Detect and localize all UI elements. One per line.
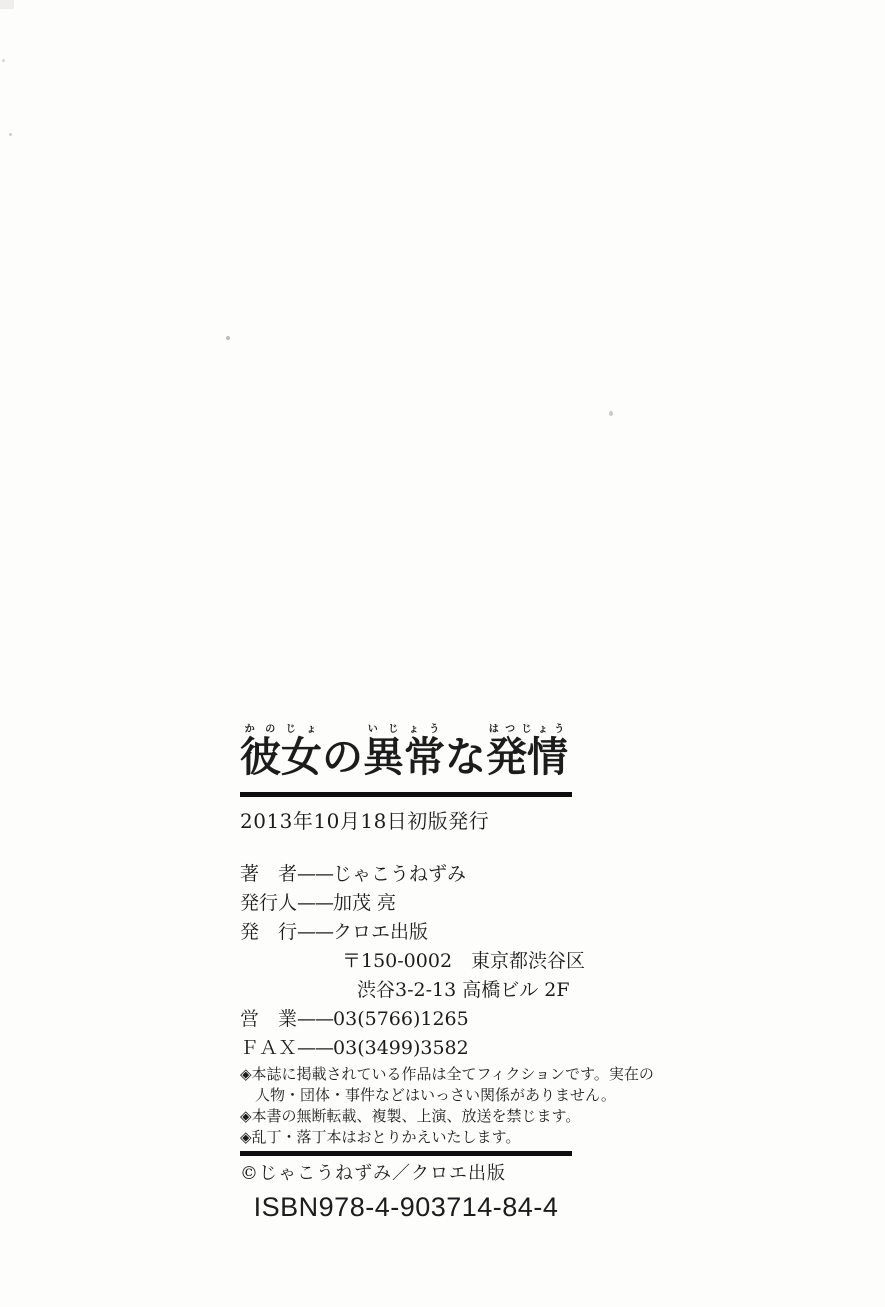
publisher-address-line-2: 渋谷3-2-13 高橋ビル 2F (357, 979, 570, 1002)
isbn-number: ISBN978-4-903714-84-4 (253, 1192, 559, 1223)
author-name: じゃこうねずみ (333, 863, 467, 886)
scan-corner-artifact (0, 0, 14, 9)
notice-defective-copies: ◈乱丁・落丁本はおとりかえいたします。 (240, 1128, 521, 1147)
colophon-block (240, 724, 654, 1223)
title-segment: な (445, 733, 486, 781)
publisher-address-line-1: 〒150-0002 東京都渋谷区 (342, 950, 586, 973)
fax-number: 03(3499)3582 (333, 1037, 469, 1060)
sales-label: 営 業 (240, 1008, 298, 1031)
notice-fiction-line-1: ◈本誌に掲載されている作品は全てフィクションです。実在の (240, 1065, 654, 1084)
publication-info (240, 860, 586, 1063)
notice-no-reproduction: ◈本書の無断転載、複製、上演、放送を禁じます。 (240, 1107, 581, 1126)
edition-date: 2013年10月18日初版発行 (240, 809, 490, 834)
dash-separator: —— (297, 892, 334, 915)
dash-separator: —— (297, 921, 334, 944)
dash-separator: —— (297, 1008, 334, 1031)
title-segment: 彼女かのじょ (240, 724, 322, 781)
bottom-divider-rule (240, 1151, 572, 1156)
author-row (240, 860, 572, 889)
furigana: いじょう (363, 724, 445, 735)
author-label: 著 者 (240, 863, 298, 886)
dash-separator: —— (297, 863, 334, 886)
scan-speck (609, 411, 613, 416)
title-divider-rule (240, 792, 572, 797)
scan-speck (9, 133, 12, 136)
scan-speck (2, 59, 5, 62)
dash-separator: —— (297, 1037, 334, 1060)
furigana: かのじょ (240, 724, 322, 735)
notice-fiction-line-2: 人物・団体・事件などはいっさい関係がありません。 (240, 1086, 616, 1105)
publisher-person-name: 加茂 亮 (333, 892, 397, 915)
sales-phone-row (240, 1005, 572, 1034)
title-segment: 発情はつじょう (486, 724, 568, 781)
publisher-name: クロエ出版 (333, 921, 429, 944)
fax-row (240, 1034, 572, 1063)
book-title (240, 724, 572, 781)
scan-speck (226, 336, 230, 340)
legal-notices (240, 1064, 654, 1148)
publisher-label: 発 行 (240, 921, 298, 944)
title-segment: 異常いじょう (363, 724, 445, 781)
publisher-row (240, 918, 572, 947)
furigana: はつじょう (486, 724, 568, 735)
copyright-notice: ©じゃこうねずみ／クロエ出版 (240, 1163, 506, 1185)
fax-label: ＦＡＸ (240, 1037, 298, 1060)
sales-phone-number: 03(5766)1265 (333, 1008, 469, 1031)
publisher-person-row (240, 889, 572, 918)
publisher-person-label: 発行人 (240, 892, 298, 915)
title-segment: の (322, 733, 363, 781)
